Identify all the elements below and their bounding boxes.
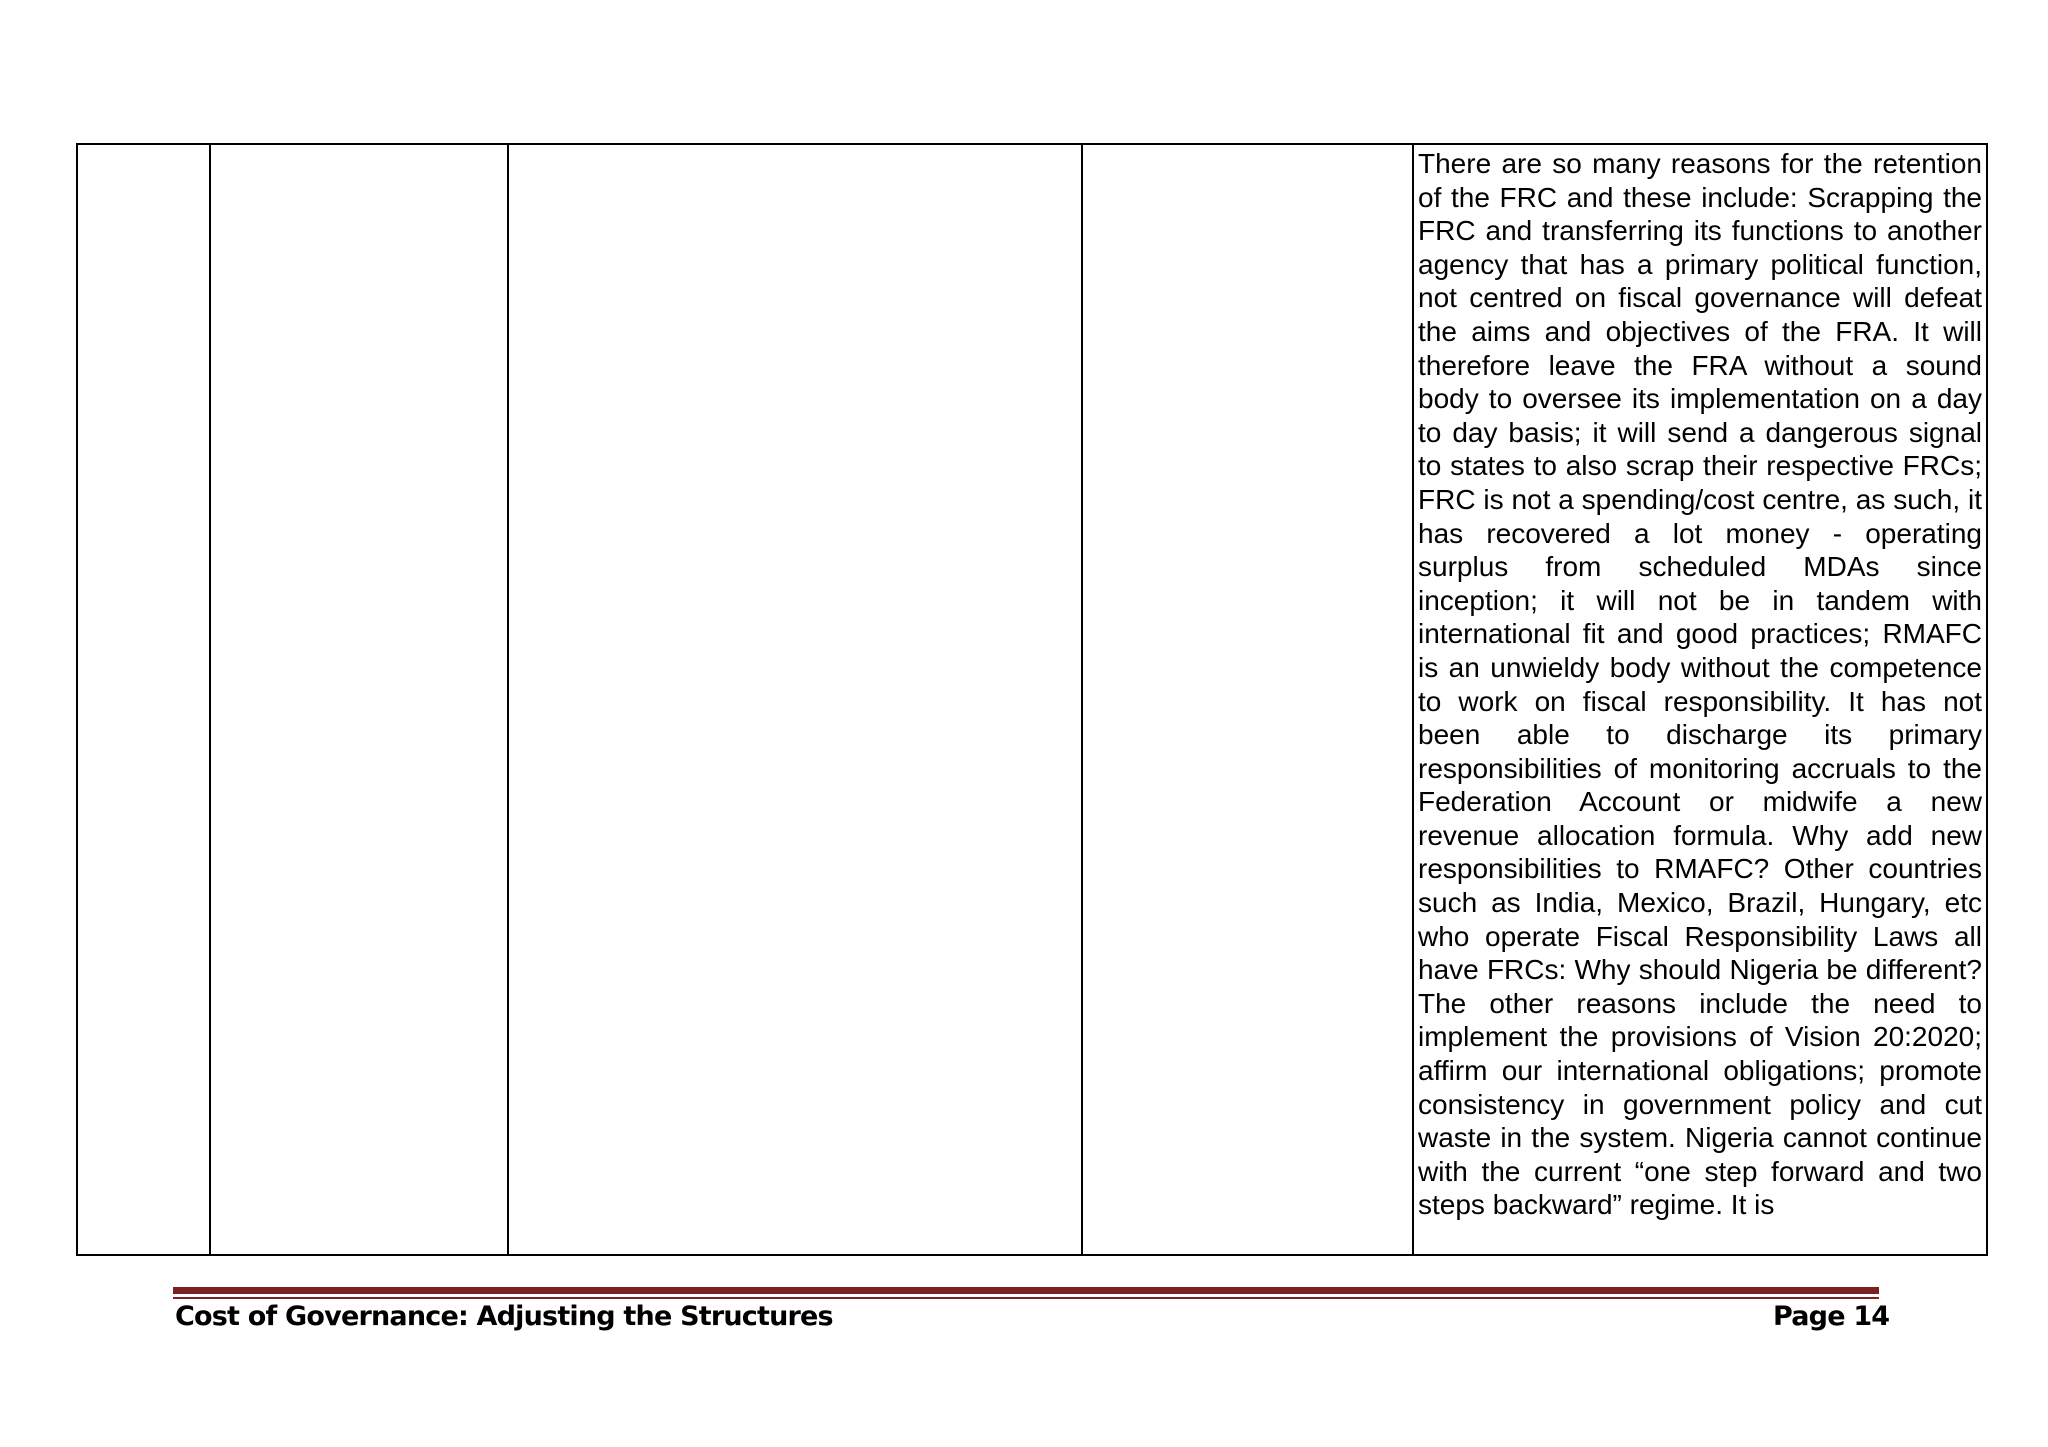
- table-cell-empty-4: [1082, 144, 1413, 1255]
- document-table: [76, 143, 1988, 1256]
- page-number: Page 14: [1773, 1301, 1890, 1332]
- footer-rule-thin: [173, 1297, 1879, 1299]
- table-row: [77, 144, 1987, 1255]
- table-cell-empty-2: [210, 144, 508, 1255]
- table-cell-empty-3: [508, 144, 1082, 1255]
- remarks-text: There are so many reasons for the retention of the FRC and these include: Scrapping the FRC and transferring its functions to another agency that has a primary political function, not centred on fiscal governance will defeat the aims and objectives of the FRA. It will therefore leave the FRA without a sound body to oversee its implementation on a day to day basis; it will send a dangerous signal to states to also scrap their respective FRCs; FRC is not a spending/cost centre, as such, it has recovered a lot money - operating surplus from scheduled MDAs since inception; it will not be in tandem with international fit and good practices; RMAFC is an unwieldy body without the competence to work on fiscal responsibility. It has not been able to discharge its primary responsibilities of monitoring accruals to the Federation Account or midwife a new revenue allocation formula. Why add new responsibilities to RMAFC? Other countries such as India, Mexico, Brazil, Hungary, etc who operate Fiscal Responsibility Laws all have FRCs: Why should Nigeria be different? The other reasons include the need to implement the provisions of Vision 20:2020; affirm our international obligations; promote consistency in government policy and cut waste in the system. Nigeria cannot continue with the current “one step forward and two steps backward” regime. It is: [1418, 148, 1982, 1221]
- footer-rule-thick: [173, 1287, 1879, 1294]
- table-cell-empty-1: [77, 144, 210, 1255]
- footer-title: Cost of Governance: Adjusting the Structures: [175, 1301, 833, 1332]
- table-cell-remarks: [1413, 144, 1987, 1255]
